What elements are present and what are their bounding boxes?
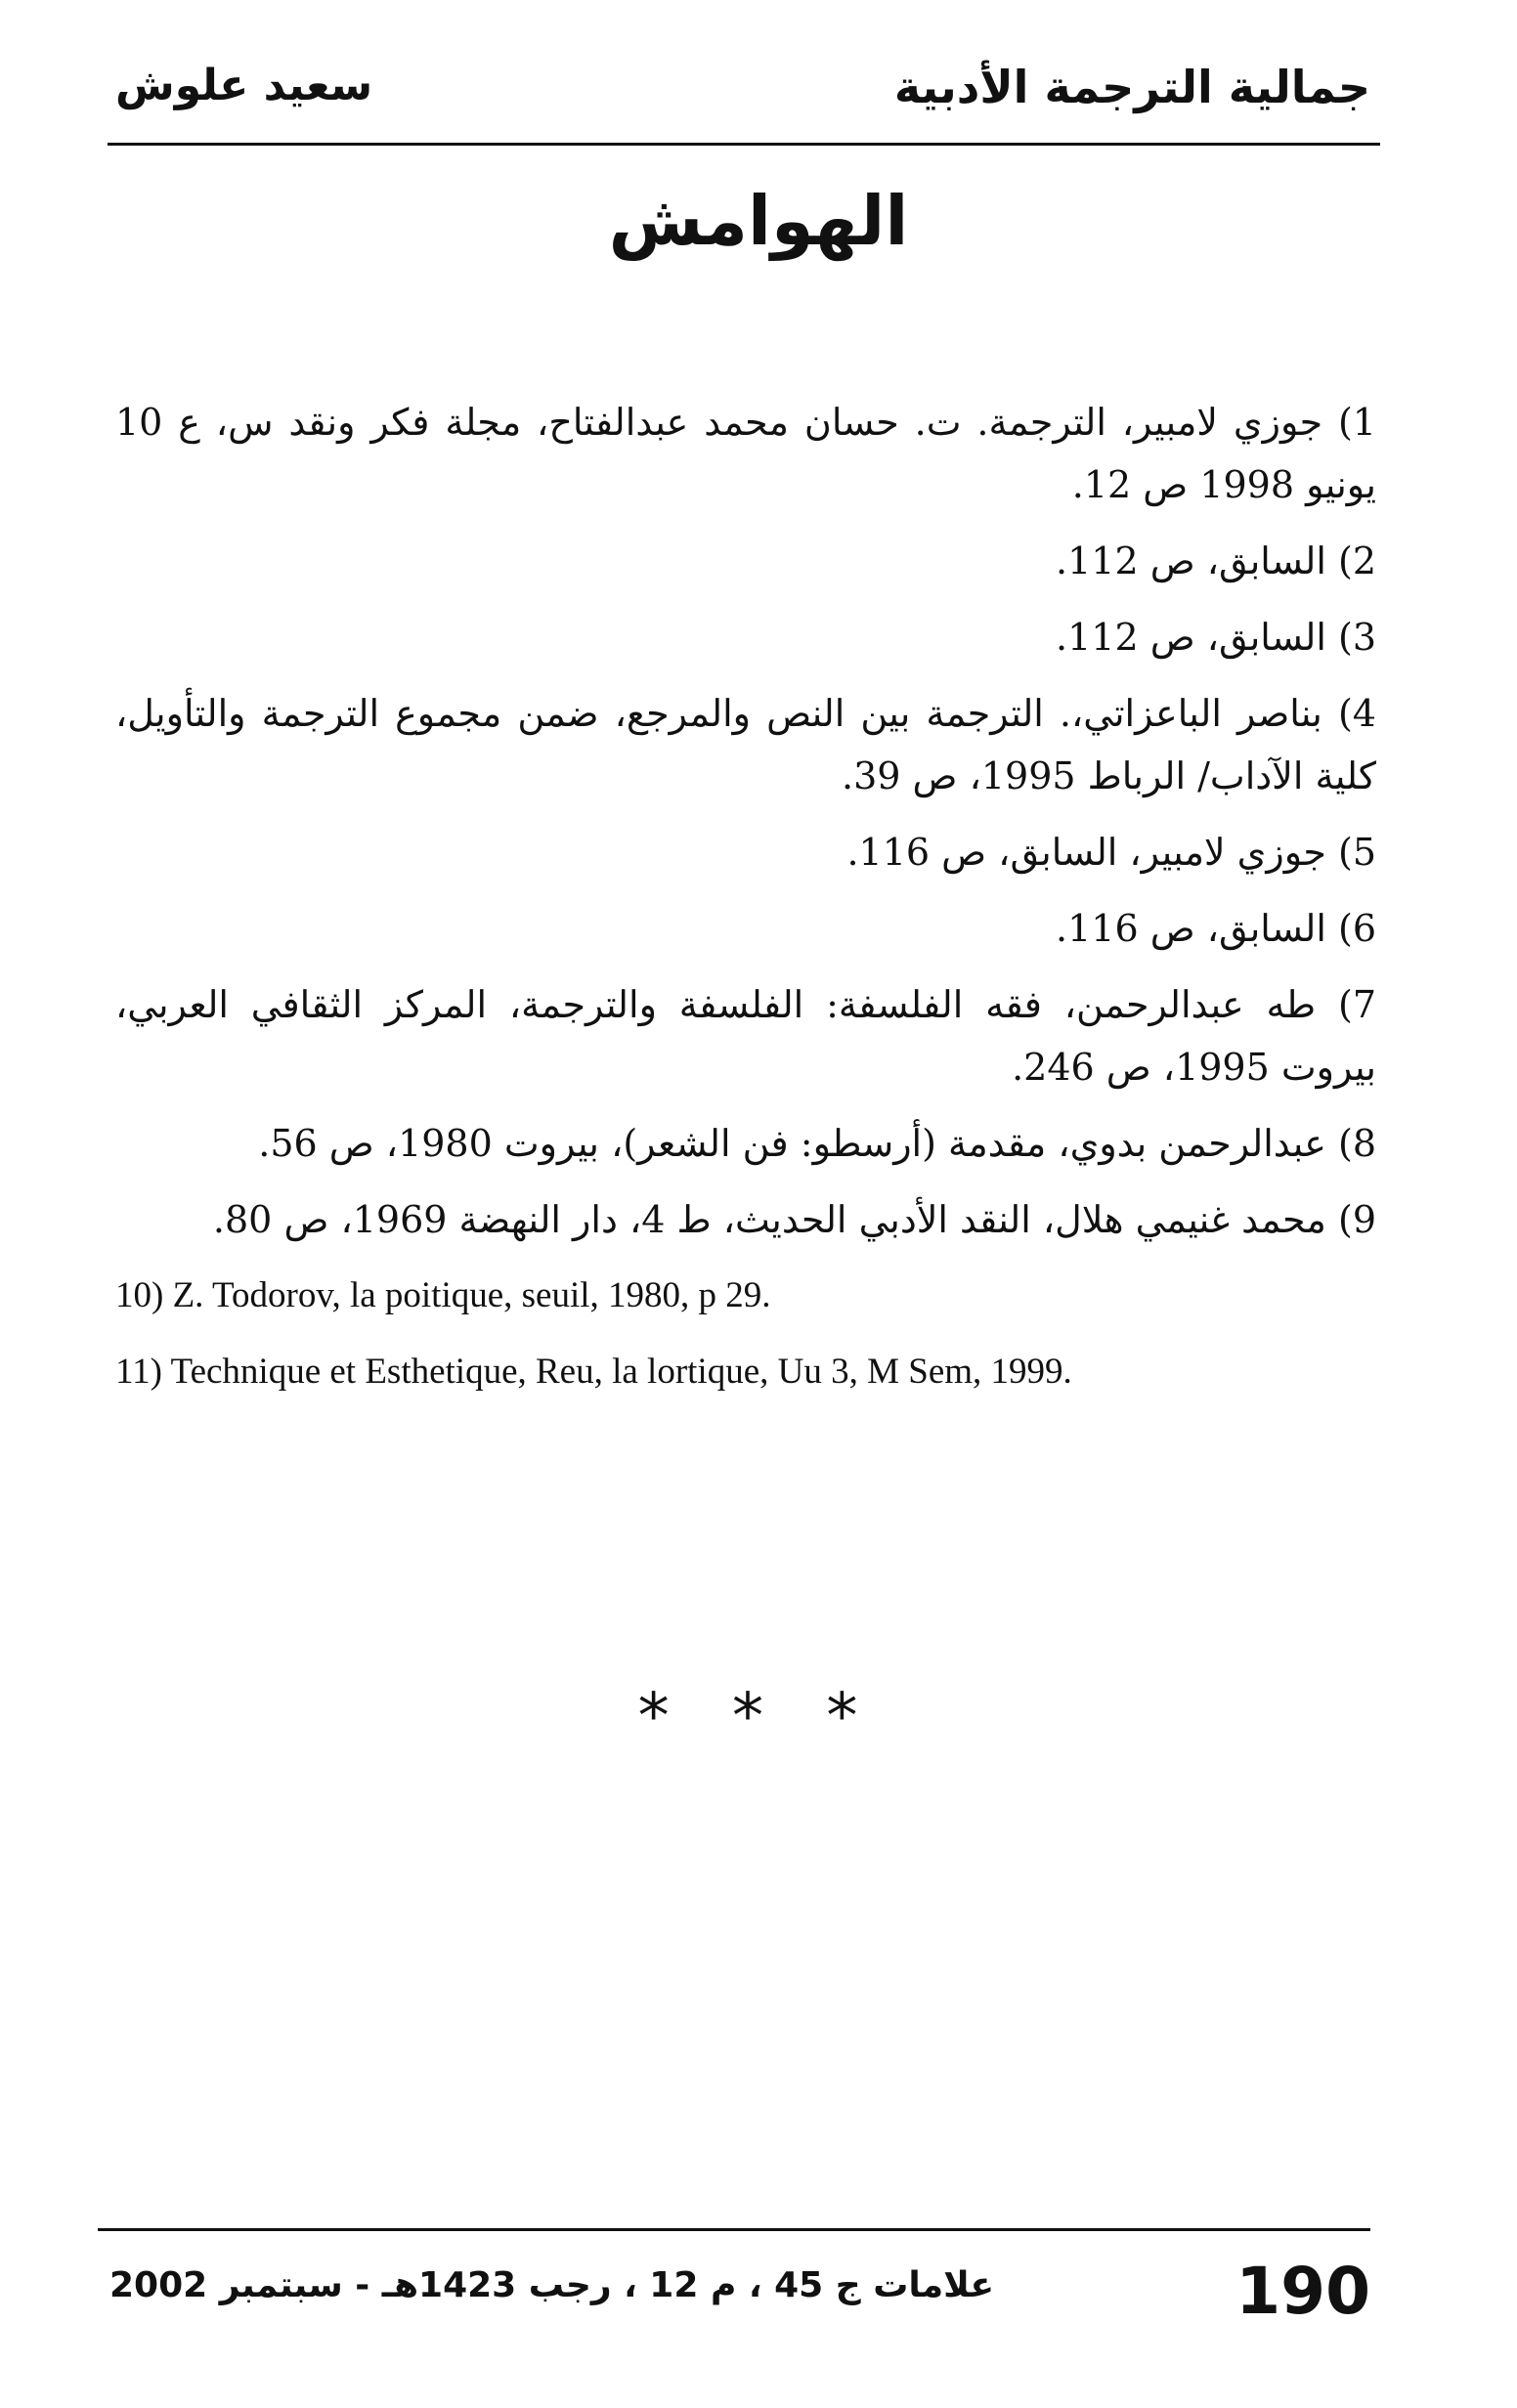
footnote-text: جوزي لامبير، السابق، ص 116. [846,831,1326,874]
footnote-text: بناصر الباعزاتي،. الترجمة بين النص والمرجع، ضمن مجموع الترجمة والتأويل، كلية الآداب/ الرباط 1995، ص 39. [115,692,1376,797]
footnote-number: 4) [1337,692,1376,735]
footnote-text: السابق، ص 112. [1056,539,1326,582]
footnote-1 [115,391,1376,516]
footnote-4 [115,682,1376,807]
footnote-number: 3) [1337,616,1376,659]
footnote-number: 5) [1337,831,1376,874]
footnote-text: السابق، ص 112. [1056,616,1326,659]
footnote-number: 7) [1337,983,1376,1026]
footnotes-list [115,391,1376,1417]
footnote-text: طه عبدالرحمن، فقه الفلسفة: الفلسفة والترجمة، المركز الثقافي العربي، بيروت 1995، ص 246. [115,983,1376,1089]
footnote-number: 11) [115,1352,162,1392]
footnote-text: محمد غنيمي هلال، النقد الأدبي الحديث، ط 4، دار النهضة 1969، ص 80. [212,1198,1326,1241]
footnote-text: Technique et Esthetique, Reu, la lortique, Uu 3, M Sem, 1999. [170,1352,1072,1392]
footnote-number: 6) [1337,907,1376,950]
footnote-text: Z. Todorov, la poitique, seuil, 1980, p 29. [172,1275,771,1315]
footnote-number: 9) [1337,1198,1376,1241]
running-header-title: جمالية الترجمة الأدبية [893,61,1370,113]
footnote-number: 10) [115,1275,164,1315]
footnote-text: جوزي لامبير، الترجمة. ت. حسان محمد عبدالفتاح، مجلة فكر ونقد س، ع 10 يونيو 1998 ص 12. [115,401,1376,506]
running-header-author: سعيد علوش [115,61,373,110]
footnote-5 [115,821,1376,883]
footnote-3 [115,606,1376,668]
footer-divider [98,2228,1370,2231]
footnote-11 [115,1341,1376,1403]
footnote-8 [115,1112,1376,1175]
header-divider [108,143,1380,146]
footnote-6 [115,897,1376,960]
footnote-number: 1) [1337,401,1376,444]
footer-journal-info: علامات ج 45 ، م 12 ، رجب 1423هـ - سبتمبر 2002 [109,2265,995,2305]
page-number: 190 [1235,2254,1370,2329]
footnote-2 [115,530,1376,592]
footnote-7 [115,973,1376,1098]
footnote-text: السابق، ص 116. [1056,907,1326,950]
footnote-number: 8) [1337,1122,1376,1165]
section-title: الهوامش [608,181,909,261]
footnote-10 [115,1265,1376,1327]
footnote-number: 2) [1337,539,1376,582]
footnote-text: عبدالرحمن بدوي، مقدمة (أرسطو: فن الشعر)، بيروت 1980، ص 56. [258,1122,1326,1165]
section-separator: * * * [637,1681,880,1753]
footnote-9 [115,1188,1376,1251]
